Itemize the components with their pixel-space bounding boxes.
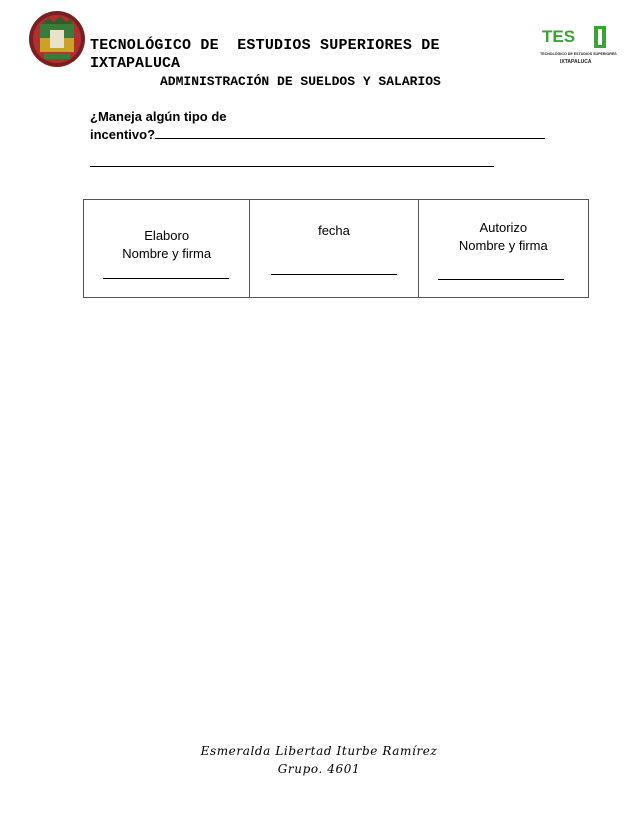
autorizo-sublabel: Nombre y firma [458, 238, 548, 253]
autorizo-signature-line[interactable] [438, 279, 564, 280]
incentive-question [90, 108, 560, 167]
tes-logo-line2: IXTAPALUCA [560, 59, 592, 65]
state-emblem-icon [28, 10, 86, 68]
answer-blank-line1[interactable] [155, 126, 545, 139]
elaboro-signature-line[interactable] [103, 278, 229, 279]
signature-table [83, 199, 589, 298]
footer-group: Grupo. 4601 [277, 762, 361, 776]
tes-logo [538, 24, 618, 68]
tes-logo-brand: TES [542, 27, 576, 46]
elaboro-sublabel: Nombre y firma [122, 246, 212, 261]
question-label-line1: ¿Maneja algún tipo de [90, 109, 227, 124]
page-title-continued: IXTAPALUCA [90, 55, 181, 72]
fecha-signature-line[interactable] [271, 274, 397, 275]
autorizo-label: Autorizo [479, 220, 528, 235]
answer-blank-line2[interactable] [90, 146, 494, 167]
page-title: TECNOLÓGICO DE ESTUDIOS SUPERIORES DE [90, 37, 440, 54]
fecha-label: fecha [318, 223, 350, 238]
autorizo-cell [418, 200, 588, 298]
elaboro-cell [84, 200, 250, 298]
page-subtitle: ADMINISTRACIÓN DE SUELDOS Y SALARIOS [160, 74, 441, 89]
footer-author: Esmeralda Libertad Iturbe Ramírez [200, 744, 438, 758]
question-label-line2: incentivo? [90, 127, 156, 142]
fecha-cell [250, 200, 418, 298]
elaboro-label: Elaboro [144, 228, 190, 243]
question-line2 [90, 126, 560, 144]
tes-logo-line1: TECNOLÓGICO DE ESTUDIOS SUPERIORES [540, 52, 617, 56]
